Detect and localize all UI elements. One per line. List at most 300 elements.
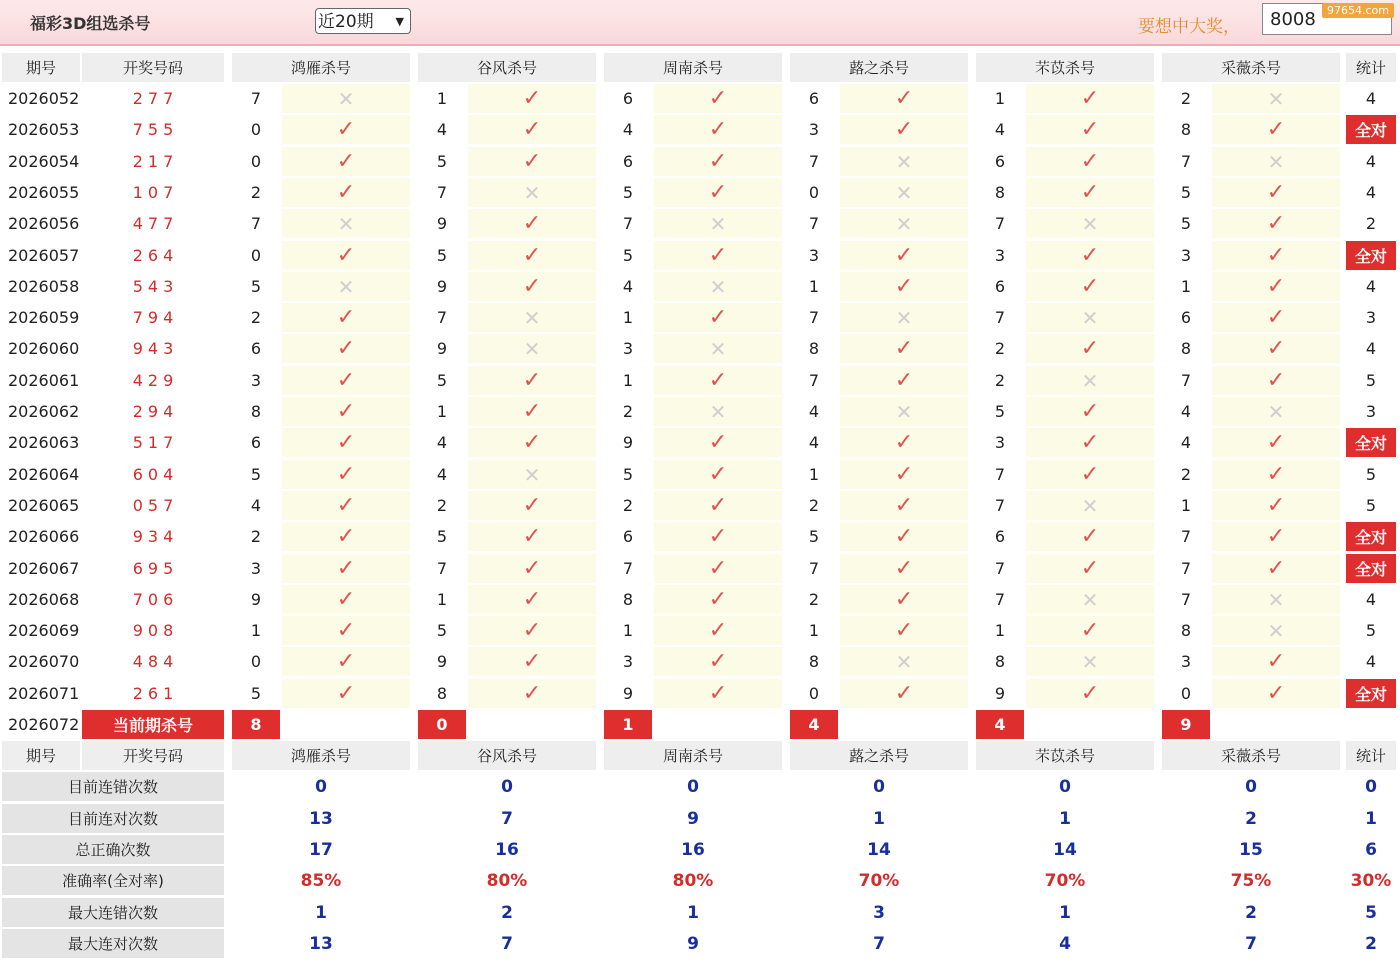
draw-numbers: 294 <box>82 397 224 426</box>
kill-number: 3 <box>976 428 1024 457</box>
kill-number: 6 <box>604 522 652 551</box>
kill-number: 5 <box>418 366 466 395</box>
draw-numbers: 277 <box>82 84 224 113</box>
check-icon: ✓ <box>1212 366 1340 395</box>
kill-number: 5 <box>1162 209 1210 238</box>
kill-number: 0 <box>232 647 280 676</box>
check-icon: ✓ <box>282 241 410 270</box>
current-kill-number: 4 <box>790 710 838 739</box>
cross-icon: ✕ <box>282 272 410 301</box>
check-icon: ✓ <box>1212 178 1340 207</box>
stat-value: 2 <box>418 898 596 927</box>
check-icon: ✓ <box>468 366 596 395</box>
period-cell: 2026065 <box>2 491 80 520</box>
check-icon: ✓ <box>654 460 782 489</box>
hit-count: 5 <box>1346 366 1396 395</box>
kill-number: 0 <box>232 147 280 176</box>
kill-number: 3 <box>1162 241 1210 270</box>
check-icon: ✓ <box>654 585 782 614</box>
kill-number: 2 <box>418 491 466 520</box>
kill-number: 7 <box>1162 366 1210 395</box>
hit-count: 4 <box>1346 272 1396 301</box>
draw-numbers: 794 <box>82 303 224 332</box>
check-icon: ✓ <box>468 84 596 113</box>
check-icon: ✓ <box>282 115 410 144</box>
period-select-value: 近20期 <box>318 12 374 32</box>
stat-value: 0 <box>232 772 410 801</box>
draw-numbers: 943 <box>82 334 224 363</box>
kill-number: 3 <box>232 366 280 395</box>
cross-icon: ✕ <box>654 334 782 363</box>
period-cell: 2026052 <box>2 84 80 113</box>
check-icon: ✓ <box>654 428 782 457</box>
draw-numbers: 908 <box>82 616 224 645</box>
kill-number: 9 <box>604 679 652 708</box>
kill-number: 8 <box>790 334 838 363</box>
check-icon: ✓ <box>840 272 968 301</box>
kill-number: 7 <box>418 554 466 583</box>
kill-number: 9 <box>418 647 466 676</box>
check-icon: ✓ <box>1026 428 1154 457</box>
kill-number: 5 <box>604 178 652 207</box>
check-icon: ✓ <box>1212 679 1340 708</box>
period-cell: 2026057 <box>2 241 80 270</box>
kill-number: 7 <box>232 84 280 113</box>
stat-value: 13 <box>232 929 410 958</box>
cross-icon: ✕ <box>468 178 596 207</box>
kill-number: 6 <box>604 84 652 113</box>
kill-number: 9 <box>232 585 280 614</box>
kill-number: 2 <box>790 491 838 520</box>
column-header-predictor-6: 采薇杀号 <box>1162 53 1340 82</box>
kill-number: 7 <box>976 303 1024 332</box>
cross-icon: ✕ <box>468 334 596 363</box>
hit-count: 4 <box>1346 84 1396 113</box>
stat-value: 1 <box>976 804 1154 833</box>
kill-number: 5 <box>976 397 1024 426</box>
check-icon: ✓ <box>1212 491 1340 520</box>
cross-icon: ✕ <box>1026 647 1154 676</box>
check-icon: ✓ <box>282 178 410 207</box>
draw-numbers: 543 <box>82 272 224 301</box>
draw-numbers: 484 <box>82 647 224 676</box>
kill-number: 4 <box>604 115 652 144</box>
cross-icon: ✕ <box>840 209 968 238</box>
check-icon: ✓ <box>840 522 968 551</box>
cross-icon: ✕ <box>468 460 596 489</box>
kill-number: 1 <box>604 303 652 332</box>
kill-number: 3 <box>790 241 838 270</box>
stat-value: 13 <box>232 804 410 833</box>
kill-number: 7 <box>790 366 838 395</box>
kill-number: 8 <box>1162 616 1210 645</box>
kill-number: 7 <box>790 303 838 332</box>
kill-number: 3 <box>790 115 838 144</box>
cross-icon: ✕ <box>654 397 782 426</box>
kill-number: 0 <box>232 241 280 270</box>
period-cell: 2026069 <box>2 616 80 645</box>
column-header-predictor-2: 谷风杀号 <box>418 53 596 82</box>
period-cell: 2026066 <box>2 522 80 551</box>
check-icon: ✓ <box>1212 428 1340 457</box>
kill-number: 8 <box>418 679 466 708</box>
check-icon: ✓ <box>840 334 968 363</box>
check-icon: ✓ <box>840 115 968 144</box>
kill-number: 5 <box>1162 178 1210 207</box>
kill-number: 8 <box>604 585 652 614</box>
kill-number: 9 <box>418 272 466 301</box>
kill-number: 1 <box>976 616 1024 645</box>
watermark: 97654.com <box>1322 3 1394 18</box>
kill-number: 0 <box>232 115 280 144</box>
check-icon: ✓ <box>654 303 782 332</box>
check-icon: ✓ <box>840 616 968 645</box>
check-icon: ✓ <box>282 147 410 176</box>
stat-value: 7 <box>790 929 968 958</box>
column-header-predictor-5: 芣苡杀号 <box>976 53 1154 82</box>
stat-value: 0 <box>418 772 596 801</box>
column-header-predictor-1: 鸿雁杀号 <box>232 53 410 82</box>
kill-number: 7 <box>1162 585 1210 614</box>
check-icon: ✓ <box>1026 241 1154 270</box>
kill-number: 9 <box>418 334 466 363</box>
kill-number: 6 <box>232 334 280 363</box>
check-icon: ✓ <box>282 334 410 363</box>
stat-value: 14 <box>976 835 1154 864</box>
check-icon: ✓ <box>654 178 782 207</box>
kill-number: 8 <box>1162 115 1210 144</box>
check-icon: ✓ <box>282 303 410 332</box>
check-icon: ✓ <box>1026 272 1154 301</box>
check-icon: ✓ <box>468 616 596 645</box>
kill-number: 8 <box>1162 334 1210 363</box>
check-icon: ✓ <box>468 554 596 583</box>
kill-number: 5 <box>604 460 652 489</box>
kill-number: 7 <box>976 460 1024 489</box>
stats-header-numbers: 开奖号码 <box>82 741 224 770</box>
current-kill-number: 4 <box>976 710 1024 739</box>
kill-number: 4 <box>1162 397 1210 426</box>
cross-icon: ✕ <box>282 209 410 238</box>
period-cell: 2026059 <box>2 303 80 332</box>
kill-number: 4 <box>418 428 466 457</box>
kill-number: 2 <box>1162 460 1210 489</box>
kill-number: 4 <box>790 397 838 426</box>
hit-count: 4 <box>1346 147 1396 176</box>
check-icon: ✓ <box>468 491 596 520</box>
kill-number: 2 <box>604 397 652 426</box>
stat-value: 80% <box>604 866 782 895</box>
stat-value: 0 <box>604 772 782 801</box>
stat-value: 1 <box>604 898 782 927</box>
draw-numbers: 477 <box>82 209 224 238</box>
check-icon: ✓ <box>1026 397 1154 426</box>
kill-number: 7 <box>232 209 280 238</box>
check-icon: ✓ <box>1026 334 1154 363</box>
period-cell: 2026062 <box>2 397 80 426</box>
column-header-period: 期号 <box>2 53 80 82</box>
draw-numbers: 107 <box>82 178 224 207</box>
hit-count: 5 <box>1346 616 1396 645</box>
kill-number: 0 <box>1162 679 1210 708</box>
kill-number: 7 <box>976 554 1024 583</box>
cross-icon: ✕ <box>840 397 968 426</box>
kill-number: 5 <box>232 679 280 708</box>
stat-value: 4 <box>976 929 1154 958</box>
check-icon: ✓ <box>282 554 410 583</box>
check-icon: ✓ <box>282 366 410 395</box>
check-icon: ✓ <box>1026 522 1154 551</box>
kill-number: 5 <box>418 616 466 645</box>
check-icon: ✓ <box>654 84 782 113</box>
cross-icon: ✕ <box>654 272 782 301</box>
kill-number: 8 <box>976 178 1024 207</box>
check-icon: ✓ <box>468 241 596 270</box>
cross-icon: ✕ <box>1212 84 1340 113</box>
check-icon: ✓ <box>1026 679 1154 708</box>
stat-total: 2 <box>1346 929 1396 958</box>
check-icon: ✓ <box>840 241 968 270</box>
check-icon: ✓ <box>1212 209 1340 238</box>
draw-numbers: 261 <box>82 679 224 708</box>
period-cell: 2026067 <box>2 554 80 583</box>
draw-numbers: 217 <box>82 147 224 176</box>
check-icon: ✓ <box>282 491 410 520</box>
check-icon: ✓ <box>840 428 968 457</box>
period-cell: 2026060 <box>2 334 80 363</box>
kill-number: 1 <box>790 272 838 301</box>
kill-number: 1 <box>232 616 280 645</box>
kill-number: 5 <box>790 522 838 551</box>
hit-count: 4 <box>1346 647 1396 676</box>
draw-numbers: 517 <box>82 428 224 457</box>
check-icon: ✓ <box>654 522 782 551</box>
kill-number: 0 <box>790 178 838 207</box>
stat-label: 总正确次数 <box>2 835 224 864</box>
kill-number: 2 <box>604 491 652 520</box>
stat-value: 75% <box>1162 866 1340 895</box>
kill-number: 5 <box>232 272 280 301</box>
stat-label: 目前连对次数 <box>2 804 224 833</box>
draw-numbers: 695 <box>82 554 224 583</box>
cross-icon: ✕ <box>654 209 782 238</box>
kill-number: 5 <box>232 460 280 489</box>
check-icon: ✓ <box>1212 334 1340 363</box>
stat-value: 70% <box>976 866 1154 895</box>
draw-numbers: 429 <box>82 366 224 395</box>
hit-count: 5 <box>1346 491 1396 520</box>
draw-numbers: 706 <box>82 585 224 614</box>
kill-number: 4 <box>418 115 466 144</box>
stat-total: 5 <box>1346 898 1396 927</box>
cross-icon: ✕ <box>840 178 968 207</box>
period-cell: 2026071 <box>2 679 80 708</box>
check-icon: ✓ <box>654 147 782 176</box>
check-icon: ✓ <box>1212 241 1340 270</box>
kill-number: 6 <box>1162 303 1210 332</box>
draw-numbers: 604 <box>82 460 224 489</box>
kill-number: 7 <box>976 209 1024 238</box>
check-icon: ✓ <box>1212 460 1340 489</box>
page-title: 福彩3D组选杀号 <box>30 14 151 33</box>
stats-header-predictor-4: 蕗之杀号 <box>790 741 968 770</box>
kill-number: 9 <box>418 209 466 238</box>
cross-icon: ✕ <box>282 84 410 113</box>
check-icon: ✓ <box>1212 522 1340 551</box>
check-icon: ✓ <box>1026 554 1154 583</box>
cross-icon: ✕ <box>1212 616 1340 645</box>
kill-number: 2 <box>976 366 1024 395</box>
stat-label: 最大连对次数 <box>2 929 224 958</box>
stat-total: 1 <box>1346 804 1396 833</box>
stats-header-predictor-5: 芣苡杀号 <box>976 741 1154 770</box>
check-icon: ✓ <box>468 115 596 144</box>
kill-number: 3 <box>232 554 280 583</box>
kill-number: 7 <box>604 554 652 583</box>
period-cell: 2026054 <box>2 147 80 176</box>
kill-number: 1 <box>1162 272 1210 301</box>
check-icon: ✓ <box>282 616 410 645</box>
chevron-down-icon: ▼ <box>395 15 404 28</box>
hit-count: 3 <box>1346 303 1396 332</box>
cross-icon: ✕ <box>1212 585 1340 614</box>
kill-number: 2 <box>790 585 838 614</box>
check-icon: ✓ <box>1212 303 1340 332</box>
stat-total: 0 <box>1346 772 1396 801</box>
kill-number: 1 <box>604 366 652 395</box>
check-icon: ✓ <box>840 679 968 708</box>
stat-value: 0 <box>790 772 968 801</box>
stats-header-predictor-2: 谷风杀号 <box>418 741 596 770</box>
draw-numbers: 057 <box>82 491 224 520</box>
period-cell: 2026055 <box>2 178 80 207</box>
kill-number: 7 <box>418 303 466 332</box>
kill-number: 1 <box>790 460 838 489</box>
check-icon: ✓ <box>468 209 596 238</box>
all-correct-badge: 全对 <box>1346 115 1396 144</box>
period-cell: 2026053 <box>2 115 80 144</box>
current-kill-number: 0 <box>418 710 466 739</box>
check-icon: ✓ <box>468 397 596 426</box>
check-icon: ✓ <box>282 428 410 457</box>
kill-number: 0 <box>790 679 838 708</box>
check-icon: ✓ <box>468 585 596 614</box>
check-icon: ✓ <box>840 84 968 113</box>
kill-number: 5 <box>418 147 466 176</box>
stat-value: 15 <box>1162 835 1340 864</box>
cross-icon: ✕ <box>1026 303 1154 332</box>
period-cell: 2026056 <box>2 209 80 238</box>
check-icon: ✓ <box>840 554 968 583</box>
check-icon: ✓ <box>1212 647 1340 676</box>
period-cell: 2026058 <box>2 272 80 301</box>
stats-header-predictor-1: 鸿雁杀号 <box>232 741 410 770</box>
kill-number: 2 <box>232 522 280 551</box>
kill-number: 4 <box>790 428 838 457</box>
check-icon: ✓ <box>1212 554 1340 583</box>
kill-number: 1 <box>976 84 1024 113</box>
check-icon: ✓ <box>654 115 782 144</box>
kill-number: 1 <box>418 397 466 426</box>
kill-number: 7 <box>790 147 838 176</box>
kill-number: 7 <box>790 209 838 238</box>
kill-number: 3 <box>604 334 652 363</box>
cross-icon: ✕ <box>1212 397 1340 426</box>
kill-number: 8 <box>232 397 280 426</box>
kill-number: 7 <box>976 585 1024 614</box>
all-correct-badge: 全对 <box>1346 554 1396 583</box>
column-header-numbers: 开奖号码 <box>82 53 224 82</box>
cross-icon: ✕ <box>1026 366 1154 395</box>
kill-number: 7 <box>1162 522 1210 551</box>
kill-number: 4 <box>1162 428 1210 457</box>
stat-value: 9 <box>604 929 782 958</box>
stat-label: 最大连错次数 <box>2 898 224 927</box>
check-icon: ✓ <box>654 491 782 520</box>
draw-numbers: 264 <box>82 241 224 270</box>
check-icon: ✓ <box>282 679 410 708</box>
check-icon: ✓ <box>654 554 782 583</box>
current-kill-number: 1 <box>604 710 652 739</box>
kill-number: 2 <box>1162 84 1210 113</box>
kill-number: 9 <box>976 679 1024 708</box>
stat-value: 85% <box>232 866 410 895</box>
kill-number: 2 <box>232 303 280 332</box>
all-correct-badge: 全对 <box>1346 428 1396 457</box>
check-icon: ✓ <box>1026 616 1154 645</box>
stat-total: 30% <box>1346 866 1396 895</box>
kill-number: 5 <box>604 241 652 270</box>
kill-number: 2 <box>232 178 280 207</box>
stat-value: 1 <box>232 898 410 927</box>
check-icon: ✓ <box>1212 272 1340 301</box>
stat-value: 0 <box>1162 772 1340 801</box>
stats-header-period: 期号 <box>2 741 80 770</box>
current-kill-label: 当前期杀号 <box>82 710 224 739</box>
check-icon: ✓ <box>840 585 968 614</box>
kill-number: 9 <box>604 428 652 457</box>
stat-value: 16 <box>604 835 782 864</box>
kill-number: 6 <box>604 147 652 176</box>
check-icon: ✓ <box>1026 115 1154 144</box>
check-icon: ✓ <box>468 647 596 676</box>
draw-numbers: 755 <box>82 115 224 144</box>
check-icon: ✓ <box>468 272 596 301</box>
check-icon: ✓ <box>1026 84 1154 113</box>
stat-value: 7 <box>1162 929 1340 958</box>
kill-number: 1 <box>1162 491 1210 520</box>
cross-icon: ✕ <box>1026 585 1154 614</box>
current-kill-number: 9 <box>1162 710 1210 739</box>
period-cell: 2026061 <box>2 366 80 395</box>
phone-number: 8008 <box>1270 9 1316 30</box>
cross-icon: ✕ <box>1212 147 1340 176</box>
kill-number: 3 <box>1162 647 1210 676</box>
check-icon: ✓ <box>840 460 968 489</box>
check-icon: ✓ <box>468 679 596 708</box>
cross-icon: ✕ <box>1026 491 1154 520</box>
kill-number: 7 <box>790 554 838 583</box>
check-icon: ✓ <box>654 366 782 395</box>
all-correct-badge: 全对 <box>1346 241 1396 270</box>
stat-total: 6 <box>1346 835 1396 864</box>
check-icon: ✓ <box>468 428 596 457</box>
kill-number: 3 <box>604 647 652 676</box>
kill-number: 6 <box>976 272 1024 301</box>
stat-value: 1 <box>976 898 1154 927</box>
check-icon: ✓ <box>1212 115 1340 144</box>
stats-header-stats: 统计 <box>1346 741 1396 770</box>
